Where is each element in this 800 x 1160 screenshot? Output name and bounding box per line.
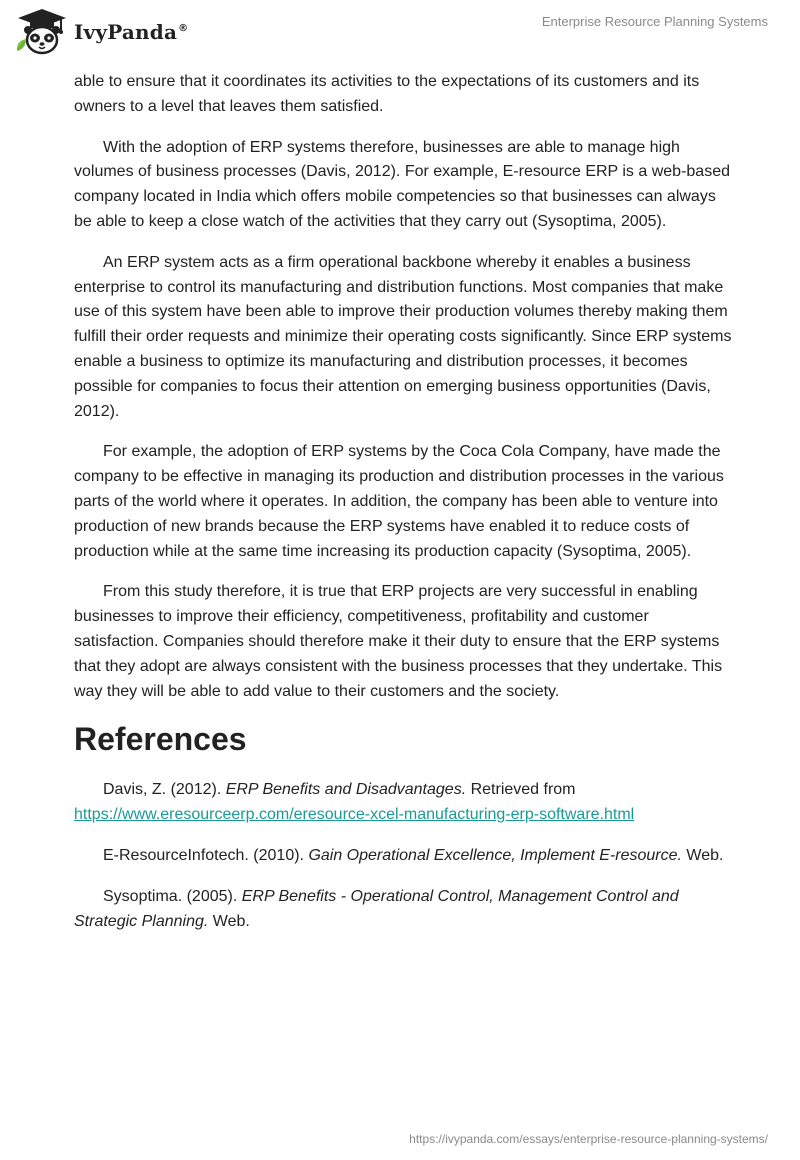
- essay-content: [74, 70, 734, 950]
- reference-item: E-ResourceInfotech. (2010). Gain Operational Excellence, Implement E-resource. Web.: [103, 846, 724, 864]
- footer-source-url[interactable]: https://ivypanda.com/essays/enterprise-resource-planning-systems/: [409, 1132, 768, 1146]
- body-paragraph: able to ensure that it coordinates its activities to the expectations of its customers and its owners to a level that leaves them satisfied.: [74, 73, 700, 115]
- panda-graduate-icon: [14, 7, 70, 59]
- brand-logo[interactable]: [14, 7, 214, 59]
- body-paragraph: With the adoption of ERP systems therefore, businesses are able to manage high volumes of business processes (Davis, 2012). For example, E-resource ERP is a web-based company located in India which offers mobile competencies so that businesses can always be able to keep a close watch of the activities that they carry out (Sysoptima, 2005).: [74, 138, 730, 230]
- reference-item: Davis, Z. (2012). ERP Benefits and Disadvantages. Retrieved from https://www.eresourceerp.com/eresource-xcel-manufacturing-erp-software.html: [74, 781, 635, 824]
- reference-title: ERP Benefits and Disadvantages.: [225, 781, 467, 799]
- reference-item: Sysoptima. (2005). ERP Benefits - Operational Control, Management Control and Strategic Planning. Web.: [74, 887, 679, 930]
- body-paragraph: An ERP system acts as a firm operational backbone whereby it enables a business enterprise to control its manufacturing and distribution functions. Most companies that make use of this system have been able to improve their production volumes thereby making them fulfill their order requests and minimize their operating costs significantly. Since ERP systems enable a business to optimize its manufacturing and distribution processes, it becomes possible for companies to focus their attention on emerging business opportunities (Davis, 2012).: [74, 253, 732, 420]
- reference-link[interactable]: https://www.eresourceerp.com/eresource-xcel-manufacturing-erp-software.html: [74, 806, 635, 824]
- brand-name: IvyPanda®: [74, 20, 189, 44]
- references-heading: References: [74, 721, 247, 758]
- body-paragraph: From this study therefore, it is true that ERP projects are very successful in enabling businesses to improve their efficiency, competitiveness, profitability and customer satisfaction. Companies should therefore make it their duty to ensure that the ERP systems that they adopt are always consistent with the business processes that they undertake. This way they will be able to add value to their customers and the society.: [74, 583, 723, 700]
- reference-title: ERP Benefits - Operational Control, Management Control and Strategic Planning.: [74, 887, 679, 930]
- body-paragraph: For example, the adoption of ERP systems by the Coca Cola Company, have made the company to be effective in managing its production and distribution processes in the various parts of the world where it operates. In addition, the company has been able to venture into production of new brands because the ERP systems have enabled it to reduce costs of production while at the same time increasing its production capacity (Sysoptima, 2005).: [74, 443, 724, 560]
- document-title: Enterprise Resource Planning Systems: [541, 14, 768, 29]
- reference-title: Gain Operational Excellence, Implement E-resource.: [308, 846, 682, 864]
- page-header: [0, 0, 800, 64]
